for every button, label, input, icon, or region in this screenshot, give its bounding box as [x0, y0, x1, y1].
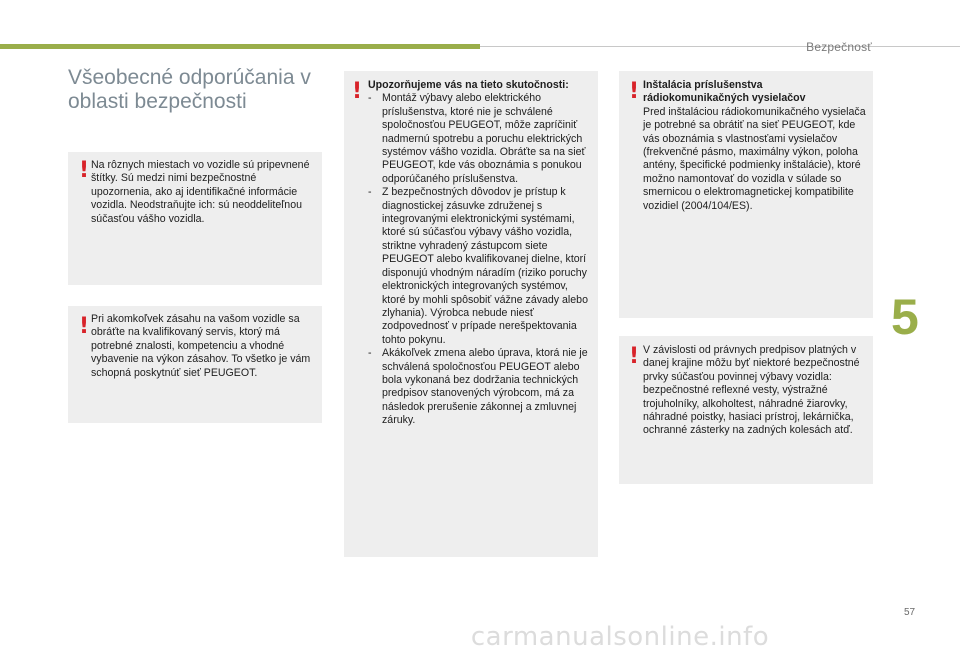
- intervention-note-text: Pri akomkoľvek zásahu na vašom vozidle sa obráťte na kvalifikovaný servis, ktorý má potrebné znalosti, kompetenciu a vhodné vybavenie na výkon zásahov. To všetko je vám schopná poskytnúť sieť PEUGEOT.: [91, 313, 311, 379]
- top-bar-divider: [480, 46, 960, 47]
- warning-icon: !: [629, 79, 640, 104]
- warning-title: Upozorňujeme vás na tieto skutočnosti:: [368, 79, 569, 91]
- warning-icon: !: [629, 344, 640, 369]
- legal-note-text: V závislosti od právnych predpisov platných v danej krajine môžu byť niektoré bezpečnostné prvky súčasťou povinnej výbavy vozidla: bezpečnostné reflexné vesty, výstražné trojuholníky, alkoholtest, náhradné žiarovky, náhradné poistky, hasiaci prístroj, lekárnička, ochranné zásterky na zadných kolesách atď.: [643, 344, 860, 437]
- list-item-text: Montáž výbavy alebo elektrického príslušenstva, ktoré nie je schválené spoločnosťou PEUGEOT, môže zapríčiniť nadmernú spotrebu a poruchu elektrických systémov vášho vozidla. Obráťte sa na sieť PEUGEOT, kde vás oboznámia s ponukou odporúčaného príslušenstva.: [382, 92, 586, 185]
- transmitter-text: [643, 79, 869, 213]
- list-dash: -: [368, 92, 372, 105]
- page-heading: Všeobecné odporúčania v oblasti bezpečnosti: [68, 66, 311, 113]
- watermark-logo: carmanualsonline.info: [470, 621, 770, 652]
- chapter-number: 5: [891, 289, 919, 345]
- labels-note-text: Na rôznych miestach vo vozidle sú pripevnené štítky. Sú medzi nimi bezpečnostné upozornenia, ako aj identifikačné informácie vozidla. Neodstraňujte ich: sú neoddeliteľnou súčasťou vášho vozidla.: [91, 159, 310, 225]
- page-number: 57: [904, 607, 916, 618]
- top-bar-green: [0, 44, 480, 49]
- transmitter-title: Inštalácia príslušenstva rádiokomunikačných vysielačov: [643, 79, 806, 105]
- list-item-text: Z bezpečnostných dôvodov je prístup k diagnostickej zásuvke združenej s integrovanými elektronickými systémami, ktoré sú súčasťou výbavy vášho vozidla, striktne vyhradený zástupcom siete PEUGEOT alebo kvalifikovanej dielne, ktorí disponujú vhodným náradím (riziko poruchy elektronických integrovaných systémov, ktoré by mohli spôsobiť vážne závady alebo zlyhania). Výrobca nebude niesť zodpovednosť v prípade nerešpektovania tohto pokynu.: [382, 186, 588, 346]
- list-item: [368, 186, 592, 347]
- transmitter-body: Pred inštaláciou rádiokomunikačného vysielača je potrebné sa obrátiť na sieť PEUGEOT, kde vás oboznámia s vlastnosťami vysielačov (frekvenčné pásmo, maximálny výkon, poloha antény, špecifické podmienky inštalácie), ktoré možno namontovať do vozidla v súlade so smernicou o elektromagnetickej kompatibilite vozidiel (2004/104/ES).: [643, 105, 866, 212]
- list-item-text: Akákoľvek zmena alebo úprava, ktorá nie je schválená spoločnosťou PEUGEOT alebo bola vykonaná bez dodržania technických predpisov stanovených výrobcom, má za následok prerušenie zákonnej a zmluvnej záruky.: [382, 347, 588, 427]
- list-dash: -: [368, 186, 372, 199]
- warning-icon: !: [79, 158, 90, 183]
- section-title: Bezpečnosť: [806, 40, 872, 54]
- warning-icon: !: [352, 79, 363, 104]
- list-dash: -: [368, 347, 372, 360]
- warning-icon: !: [79, 314, 90, 339]
- list-item: [368, 92, 592, 186]
- warning-text: [368, 79, 592, 428]
- list-item: [368, 347, 592, 427]
- watermark: [0, 621, 960, 652]
